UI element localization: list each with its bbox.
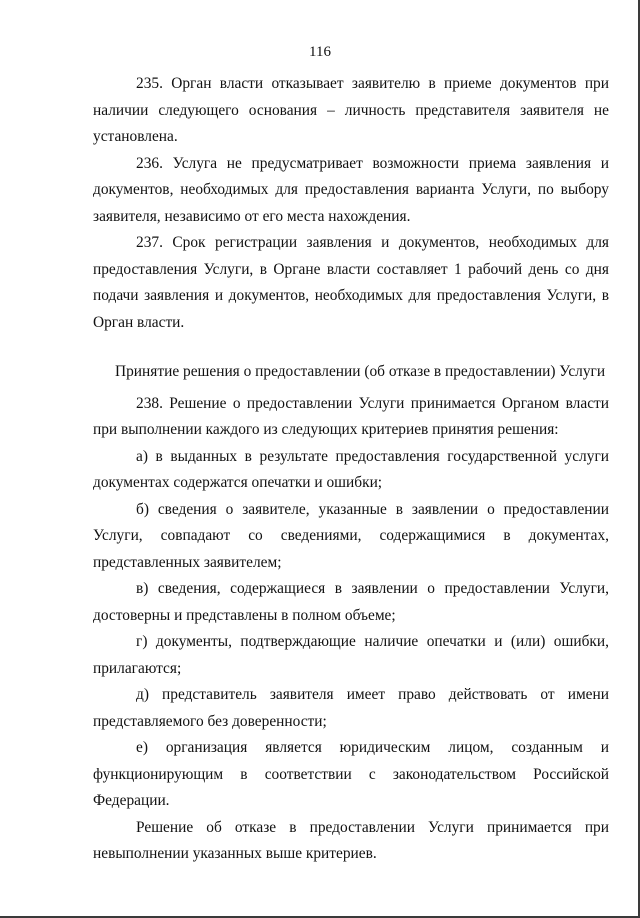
list-item-v: в) сведения, содержащиеся в заявлении о предоставлении Услуги, достоверны и представлены в полном объеме; bbox=[93, 580, 609, 624]
list-item-d: д) представитель заявителя имеет право действовать от имени представляемого без доверенности; bbox=[93, 686, 609, 730]
document-body bbox=[93, 71, 609, 868]
paragraph-237: 237. Срок регистрации заявления и документов, необходимых для предоставления Услуги, в Органе власти составляет 1 рабочий день со дня подачи заявления и документов, необходимых для предоставления Услуги, в Орган власти. bbox=[93, 234, 609, 331]
list-item-g: г) документы, подтверждающие наличие опечатки и (или) ошибки, прилагаются; bbox=[93, 633, 609, 677]
list-item-e: е) организация является юридическим лицом, созданным и функционирующим в соответствии с законодательством Российской Федерации. bbox=[93, 739, 609, 809]
section-heading: Принятие решения о предоставлении (об отказе в предоставлении) Услуги bbox=[115, 363, 606, 380]
page-number: 116 bbox=[309, 44, 331, 60]
list-item-a: а) в выданных в результате предоставления государственной услуги документах содержатся опечатки и ошибки; bbox=[93, 447, 609, 491]
paragraph-238: 238. Решение о предоставлении Услуги принимается Органом власти при выполнении каждого из следующих критериев принятия решения: bbox=[93, 394, 609, 438]
paragraph-235: 235. Орган власти отказывает заявителю в приеме документов при наличии следующего основания – личность представителя заявителя не установлена. bbox=[93, 75, 609, 145]
refusal-paragraph: Решение об отказе в предоставлении Услуги принимается при невыполнении указанных выше критериев. bbox=[93, 818, 609, 862]
list-item-b: б) сведения о заявителе, указанные в заявлении о предоставлении Услуги, совпадают со сведениями, содержащимися в документах, представленных заявителем; bbox=[93, 500, 609, 571]
paragraph-236: 236. Услуга не предусматривает возможности приема заявления и документов, необходимых для предоставления варианта Услуги, по выбору заявителя, независимо от его места нахождения. bbox=[93, 154, 609, 225]
